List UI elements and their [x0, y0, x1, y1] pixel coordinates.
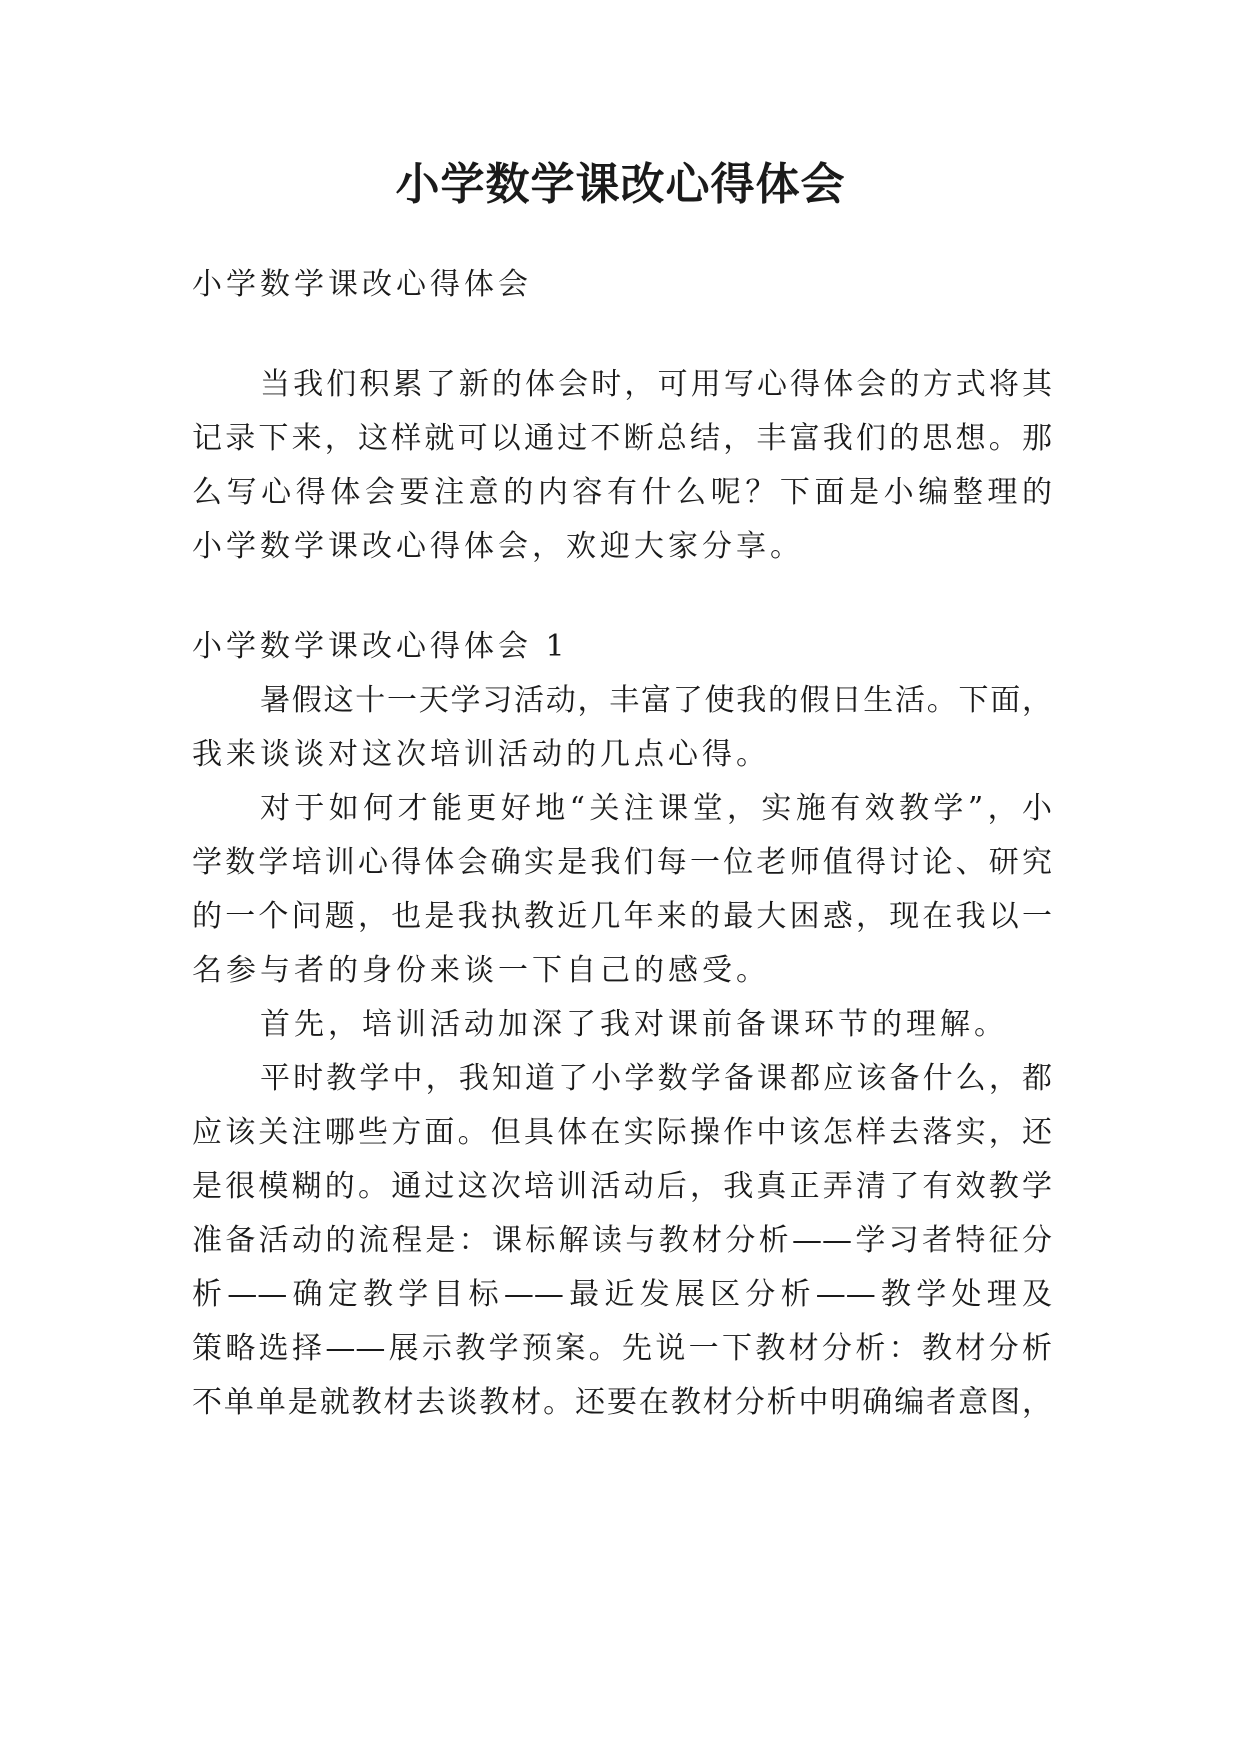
document-title: 小学数学课改心得体会 [395, 159, 846, 210]
para2-line-1: 对于如何才能更好地“关注课堂，实施有效教学”，小 [260, 791, 1052, 826]
intro-line-2: 记录下来，这样就可以通过不断总结，丰富我们的思想。那 [192, 421, 1052, 456]
para4-line-7: 不单单是就教材去谈教材。还要在教材分析中明确编者意图， [192, 1385, 1052, 1420]
para3-line-1: 首先，培训活动加深了我对课前备课环节的理解。 [260, 1007, 1008, 1042]
para4-line-2: 应该关注哪些方面。但具体在实际操作中该怎样去落实，还 [192, 1115, 1052, 1150]
intro-line-3: 么写心得体会要注意的内容有什么呢？下面是小编整理的 [192, 475, 1052, 510]
para2-line-3: 的一个问题，也是我执教近几年来的最大困惑，现在我以一 [192, 899, 1052, 934]
para2-line-4: 名参与者的身份来谈一下自己的感受。 [192, 953, 770, 988]
para4-line-1: 平时教学中，我知道了小学数学备课都应该备什么，都 [260, 1061, 1052, 1096]
para4-line-4: 准备活动的流程是：课标解读与教材分析——学习者特征分 [192, 1223, 1052, 1258]
para4-line-5: 析——确定教学目标——最近发展区分析——教学处理及 [192, 1277, 1052, 1312]
intro-line-4: 小学数学课改心得体会，欢迎大家分享。 [192, 529, 804, 564]
section-heading: 小学数学课改心得体会 1 [192, 629, 569, 664]
para4-line-6: 策略选择——展示教学预案。先说一下教材分析：教材分析 [192, 1331, 1052, 1366]
intro-line-1: 当我们积累了新的体会时，可用写心得体会的方式将其 [260, 367, 1052, 402]
para1-line-2: 我来谈谈对这次培训活动的几点心得。 [192, 737, 770, 772]
para2-line-2: 学数学培训心得体会确实是我们每一位老师值得讨论、研究 [192, 845, 1052, 880]
para1-line-1: 暑假这十一天学习活动，丰富了使我的假日生活。下面， [260, 683, 1052, 718]
para4-line-3: 是很模糊的。通过这次培训活动后，我真正弄清了有效教学 [192, 1169, 1052, 1204]
document-subtitle: 小学数学课改心得体会 [192, 267, 532, 302]
